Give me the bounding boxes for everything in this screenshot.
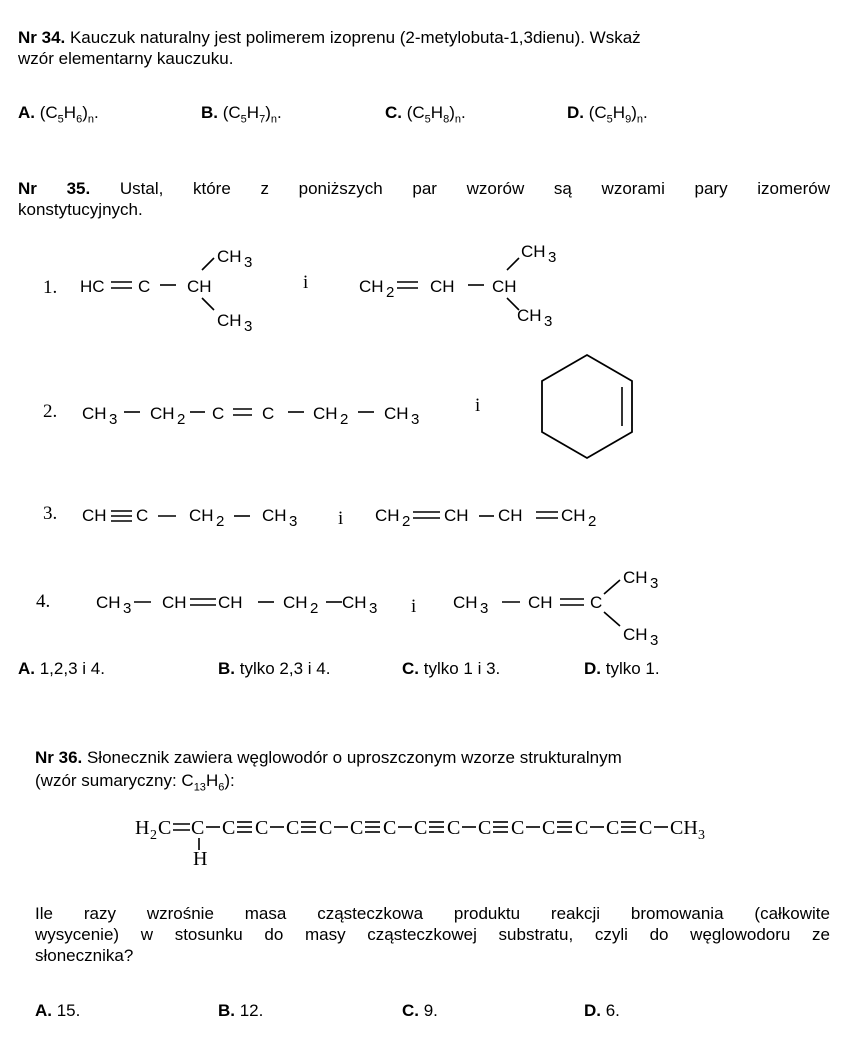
q35-number: Nr 35.	[18, 179, 91, 198]
svg-text:CH: CH	[162, 593, 187, 612]
svg-text:2: 2	[340, 411, 349, 428]
svg-text:3: 3	[650, 575, 659, 592]
svg-text:3: 3	[123, 600, 132, 617]
svg-text:C: C	[138, 277, 151, 296]
svg-text:CH: CH	[150, 404, 175, 423]
answer-text: 15.	[52, 1001, 81, 1020]
svg-text:2: 2	[588, 513, 597, 530]
answer-text: 1,2,3 i 4.	[35, 659, 105, 678]
svg-text:C: C	[414, 817, 428, 839]
svg-text:2: 2	[216, 513, 225, 530]
pair4-left-formula: CH	[96, 593, 121, 612]
q34-answer-a: A. $(C_5H_6)_n$.	[18, 103, 99, 126]
svg-text:2: 2	[386, 284, 395, 301]
svg-text:C: C	[478, 817, 492, 839]
svg-text:CH: CH	[430, 277, 455, 296]
answer-letter: A.	[18, 659, 35, 678]
answer-letter: B.	[201, 103, 218, 122]
svg-text:H: H	[193, 848, 208, 870]
svg-text:C: C	[158, 817, 172, 839]
svg-text:CH: CH	[187, 277, 212, 296]
q35-text-line1	[18, 178, 830, 199]
connector-i: i	[475, 395, 481, 416]
q36-answer-a	[35, 1001, 80, 1021]
svg-text:2: 2	[150, 828, 157, 843]
answer-letter: B.	[218, 659, 235, 678]
q34-answer-c: C. $(C_5H_8)_n$.	[385, 103, 466, 126]
svg-text:3: 3	[698, 828, 705, 843]
q34-answer-d: D. $(C_5H_9)_n$.	[567, 103, 648, 126]
answer-text: 12.	[235, 1001, 264, 1020]
svg-text:CH: CH	[384, 404, 409, 423]
pair1-left-formula: HC	[80, 277, 105, 296]
answer-text: 6.	[601, 1001, 620, 1020]
svg-text:CH: CH	[670, 817, 698, 839]
answer-letter: D.	[567, 103, 584, 122]
svg-text:CH: CH	[283, 593, 308, 612]
q34-number: Nr 34.	[18, 28, 66, 47]
svg-text:C: C	[222, 817, 236, 839]
svg-text:3: 3	[480, 600, 489, 617]
q35-answer-d	[584, 659, 660, 679]
q36-question-line1: Ile razy wzrośnie masa cząsteczkowa produktu reakcji bromowania (całkowite	[35, 904, 830, 923]
pair3-right-formula: CH	[375, 506, 400, 525]
q34-text-line2: wzór elementarny kauczuku.	[18, 49, 234, 68]
cyclohexene-ring	[542, 355, 632, 458]
q36-answer-c	[402, 1001, 438, 1021]
svg-text:CH: CH	[444, 506, 469, 525]
pair-number-2: 2.	[43, 401, 58, 422]
svg-text:CH: CH	[517, 306, 542, 325]
svg-text:3: 3	[244, 318, 253, 335]
answer-letter: C.	[402, 1001, 419, 1020]
q34-answer-b: B. $(C_5H_7)_n$.	[201, 103, 282, 126]
answer-letter: D.	[584, 1001, 601, 1020]
svg-text:3: 3	[244, 254, 253, 271]
svg-text:CH: CH	[623, 568, 648, 587]
svg-text:CH: CH	[262, 506, 287, 525]
answer-text: tylko 2,3 i 4.	[235, 659, 331, 678]
q36-answer-b	[218, 1001, 263, 1021]
svg-text:C: C	[255, 817, 269, 839]
q35-text: Ustal, które z poniższych par wzorów są wzorami pary izomerów	[90, 179, 830, 198]
svg-text:C: C	[136, 506, 149, 525]
svg-text:CH: CH	[217, 247, 242, 266]
svg-text:2: 2	[402, 513, 411, 530]
q34-text: Kauczuk naturalny jest polimerem izoprenu (2-metylobuta-1,3dienu). Wskaż	[65, 28, 641, 47]
svg-text:2: 2	[310, 600, 319, 617]
svg-text:H: H	[135, 817, 150, 839]
svg-text:CH: CH	[217, 311, 242, 330]
svg-text:2: 2	[177, 411, 186, 428]
svg-text:C: C	[350, 817, 364, 839]
svg-text:C: C	[212, 404, 225, 423]
q35-answer-b	[218, 659, 330, 679]
svg-text:C: C	[447, 817, 461, 839]
svg-text:3: 3	[109, 411, 118, 428]
svg-text:CH: CH	[342, 593, 367, 612]
svg-text:3: 3	[650, 632, 659, 649]
svg-text:C: C	[191, 817, 205, 839]
svg-text:CH: CH	[498, 506, 523, 525]
answer-letter: A.	[18, 103, 35, 122]
connector-i: i	[338, 508, 344, 529]
q36-question-line3: słonecznika?	[35, 946, 134, 965]
q36-text-line1	[35, 747, 622, 768]
pair-number-3: 3.	[43, 503, 58, 524]
pair4-right-formula: CH	[453, 593, 478, 612]
answer-letter: A.	[35, 1001, 52, 1020]
answer-letter: C.	[385, 103, 402, 122]
q35-answer-c	[402, 659, 500, 679]
q35-answer-a	[18, 659, 105, 679]
svg-text:C: C	[262, 404, 275, 423]
q35-structures	[0, 230, 851, 660]
answer-letter: D.	[584, 659, 601, 678]
svg-text:3: 3	[548, 249, 557, 266]
q34-text-line1	[18, 27, 641, 48]
q35-text-line2: konstytucyjnych.	[18, 200, 143, 219]
q36-number: Nr 36.	[35, 748, 83, 767]
svg-text:CH: CH	[189, 506, 214, 525]
svg-text:CH: CH	[623, 625, 648, 644]
pair2-left-formula: CH	[82, 404, 107, 423]
answer-text: tylko 1.	[601, 659, 660, 678]
svg-text:C: C	[511, 817, 525, 839]
svg-text:3: 3	[411, 411, 420, 428]
q36-text-line2: (wzór sumaryczny: $C_{13}H_6$):	[35, 771, 235, 794]
svg-text:C: C	[383, 817, 397, 839]
pair3-left-formula: CH	[82, 506, 107, 525]
q36-structure	[0, 810, 851, 875]
svg-text:C: C	[639, 817, 653, 839]
svg-text:CH: CH	[218, 593, 243, 612]
svg-text:C: C	[319, 817, 333, 839]
connector-i: i	[411, 596, 417, 617]
svg-text:CH: CH	[492, 277, 517, 296]
pair-number-1: 1.	[43, 277, 58, 298]
answer-letter: C.	[402, 659, 419, 678]
svg-text:CH: CH	[313, 404, 338, 423]
svg-text:CH: CH	[521, 242, 546, 261]
q36-text: Słonecznik zawiera węglowodór o uproszczonym wzorze strukturalnym	[82, 748, 622, 767]
svg-text:CH: CH	[528, 593, 553, 612]
svg-text:3: 3	[544, 313, 553, 330]
svg-text:3: 3	[289, 513, 298, 530]
answer-letter: B.	[218, 1001, 235, 1020]
svg-text:C: C	[575, 817, 589, 839]
answer-text: 9.	[419, 1001, 438, 1020]
svg-text:C: C	[286, 817, 300, 839]
svg-text:C: C	[590, 593, 603, 612]
svg-text:C: C	[542, 817, 556, 839]
q36-answer-d	[584, 1001, 620, 1021]
pair1-right-formula: CH	[359, 277, 384, 296]
q36-question-line2: wysycenie) w stosunku do masy cząsteczkowej substratu, czyli do węglowodoru ze	[35, 925, 830, 944]
connector-i: i	[303, 272, 309, 293]
pair-number-4: 4.	[36, 591, 51, 612]
svg-text:CH: CH	[561, 506, 586, 525]
svg-text:C: C	[606, 817, 620, 839]
answer-text: tylko 1 i 3.	[419, 659, 501, 678]
svg-text:3: 3	[369, 600, 378, 617]
